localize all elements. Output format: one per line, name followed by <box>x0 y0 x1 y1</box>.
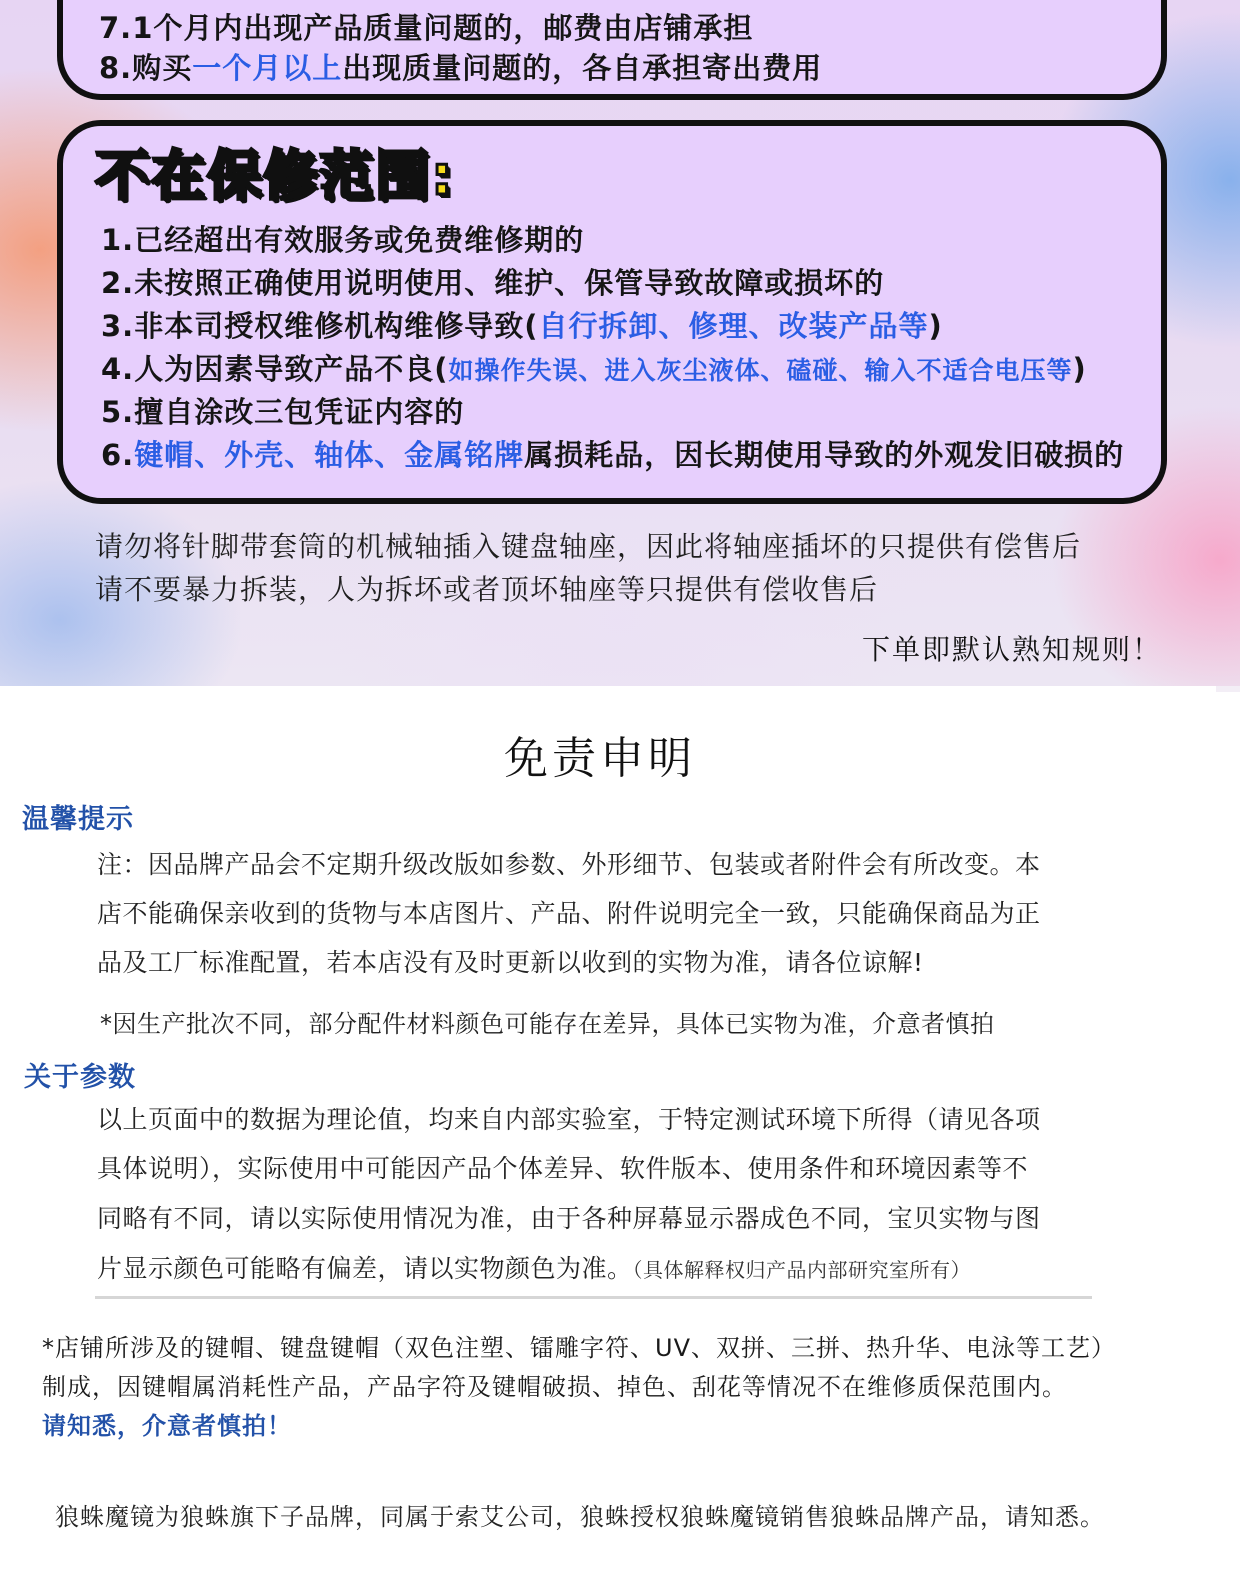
not-covered-item-5: 5.擅自涂改三包凭证内容的 <box>101 395 465 429</box>
notice-line-1: 请勿将针脚带套筒的机械轴插入键盘轴座，因此将轴座插坏的只提供有偿售后 <box>95 530 1082 563</box>
tips-line-3: 品及工厂标准配置，若本店没有及时更新以收到的实物为准，请各位谅解! <box>97 948 924 977</box>
not-covered-item-1: 1.已经超出有效服务或免费维修期的 <box>101 223 585 257</box>
params-line-2: 具体说明），实际使用中可能因产品个体差异、软件版本、使用条件和环境因素等不 <box>97 1154 1029 1183</box>
params-line-4-main: 片显示颜色可能略有偏差，请以实物颜色为准。 <box>97 1254 633 1283</box>
params-line-3: 同略有不同，请以实际使用情况为准，由于各种屏幕显示器成色不同，宝贝实物与图 <box>97 1204 1041 1233</box>
warranty-line-8 <box>99 50 822 86</box>
notice-line-2: 请不要暴力拆装，人为拆坏或者顶坏轴座等只提供有偿收售后 <box>95 573 879 606</box>
keycap-warning: 请知悉，介意者慎拍！ <box>42 1412 292 1440</box>
batch-note: *因生产批次不同，部分配件材料颜色可能存在差异，具体已实物为准，介意者慎拍 <box>100 1010 995 1038</box>
disclaimer-title: 免责申明 <box>504 733 696 784</box>
warranty-line-8-suffix: 出现质量问题的，各自承担寄出费用 <box>342 51 823 85</box>
edge-strip <box>1216 686 1240 692</box>
not-covered-item-2: 2.未按照正确使用说明使用、维护、保管导致故障或损坏的 <box>101 266 885 300</box>
tips-line-2: 店不能确保亲收到的货物与本店图片、产品、附件说明完全一致，只能确保商品为正 <box>97 899 1041 928</box>
warranty-panel-top <box>57 0 1167 100</box>
tips-heading: 温馨提示 <box>22 804 134 835</box>
item-4-highlight: 如操作失误、进入灰尘液体、磕碰、输入不适合电压等 <box>448 356 1073 385</box>
keycap-line-2: 制成，因键帽属消耗性产品，产品字符及键帽破损、掉色、刮花等情况不在维修质保范围内。 <box>42 1373 1067 1401</box>
warranty-line-8-highlight: 一个月以上 <box>192 51 343 85</box>
brand-note: 狼蛛魔镜为狼蛛旗下子品牌，同属于索艾公司，狼蛛授权狼蛛魔镜销售狼蛛品牌产品，请知悉。 <box>55 1503 1105 1531</box>
params-line-1: 以上页面中的数据为理论值，均来自内部实验室，于特定测试环境下所得（请见各项 <box>97 1105 1041 1134</box>
params-line-4 <box>97 1249 971 1285</box>
item-4-suffix: ) <box>1072 352 1087 386</box>
tips-line-1: 注：因品牌产品会不定期升级改版如参数、外形细节、包装或者附件会有所改变。本 <box>97 850 1041 879</box>
warranty-line-8-prefix: 8.购买 <box>99 51 193 85</box>
warranty-section <box>0 0 1240 686</box>
item-6-suffix: 属损耗品，因长期使用导致的外观发旧破损的 <box>524 438 1125 472</box>
params-line-4-small: （具体解释权归产品内部研究室所有） <box>632 1258 972 1282</box>
item-3-highlight: 自行拆卸、修理、改装产品等 <box>538 309 929 343</box>
section-divider <box>95 1296 1092 1299</box>
warranty-line-7: 7.1个月内出现产品质量问题的，邮费由店铺承担 <box>99 11 754 45</box>
not-covered-title: 不在保修范围: <box>95 144 455 207</box>
params-heading: 关于参数 <box>24 1062 136 1093</box>
not-covered-item-4 <box>101 351 1087 389</box>
not-covered-item-3 <box>101 308 943 344</box>
item-4-prefix: 4.人为因素导致产品不良( <box>101 352 449 386</box>
item-3-suffix: ) <box>928 309 943 343</box>
not-covered-item-6 <box>101 437 1124 473</box>
not-covered-panel <box>57 120 1167 504</box>
item-6-prefix: 6. <box>101 438 135 472</box>
keycap-line-1: *店铺所涉及的键帽、键盘键帽（双色注塑、镭雕字符、UV、双拼、三拼、热升华、电泳等工艺） <box>42 1334 1116 1362</box>
default-rule-note: 下单即默认熟知规则！ <box>861 633 1162 666</box>
item-3-prefix: 3.非本司授权维修机构维修导致( <box>101 309 539 343</box>
item-6-highlight: 键帽、外壳、轴体、金属铭牌 <box>134 438 525 472</box>
